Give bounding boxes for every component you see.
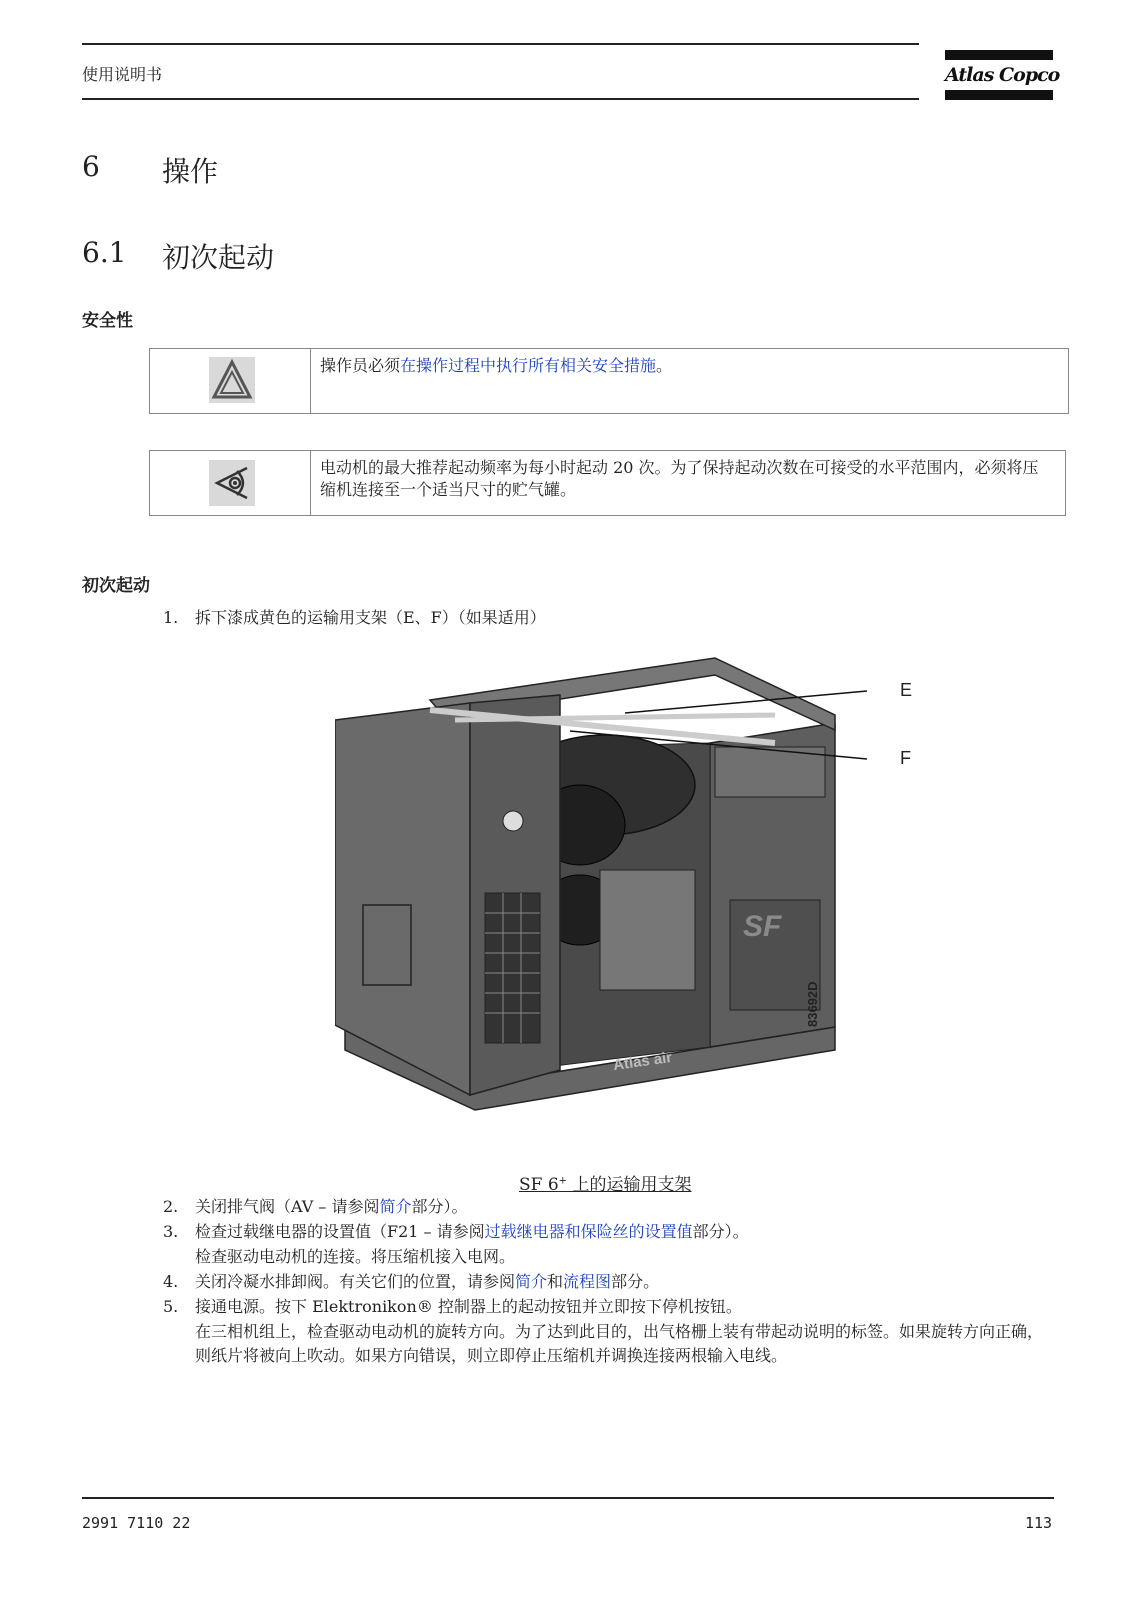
- section-number: 6.1: [82, 236, 127, 269]
- step-text-part: 关闭排气阀（AV – 请参阅: [195, 1197, 380, 1216]
- step-text-part: 接通电源。按下 Elektronikon® 控制器上的起动按钮并立即按下停机按钮。: [195, 1297, 742, 1316]
- step-number: 5.: [163, 1297, 179, 1316]
- cross-reference-link[interactable]: 过载继电器和保险丝的设置值: [484, 1222, 693, 1241]
- note-notice-box: [149, 450, 1066, 516]
- step-number: 2.: [163, 1197, 179, 1216]
- warning-triangle-icon: [209, 357, 255, 403]
- step-text-part: 部分。: [611, 1272, 660, 1291]
- figure-caption: SF 6+ 上的运输用支架: [519, 1175, 692, 1195]
- cross-reference-link[interactable]: 简介: [379, 1197, 412, 1216]
- step-text: [195, 1295, 1045, 1319]
- document-type-label: 使用说明书: [82, 65, 163, 84]
- step-text: [195, 1220, 1045, 1244]
- page-number: 113: [1025, 1514, 1053, 1532]
- step-text: [195, 1320, 1045, 1368]
- safety-notice-box: [149, 348, 1069, 414]
- figure-label-e: E: [900, 680, 913, 700]
- eye-note-icon: [209, 460, 255, 506]
- header-top-rule: [82, 43, 919, 45]
- header-bottom-rule: [82, 98, 919, 100]
- step-text: [195, 1195, 1045, 1219]
- first-start-heading: 初次起动: [82, 576, 150, 596]
- safety-notice-text: 操作员必须在操作过程中执行所有相关安全措施。: [320, 356, 673, 375]
- safety-measures-link[interactable]: 在操作过程中执行所有相关安全措施: [400, 356, 657, 375]
- figure-code: 83692D: [805, 981, 820, 1027]
- step-text-part: 和: [547, 1272, 564, 1291]
- note-notice-text: 电动机的最大推荐起动频率为每小时起动 20 次。为了保持起动次数在可接受的水平范围内，必须将压缩机连接至一个适当尺寸的贮气罐。: [320, 458, 1039, 499]
- step-text-part: 关闭冷凝水排卸阀。有关它们的位置，请参阅: [195, 1272, 516, 1291]
- chapter-number: 6: [82, 150, 100, 183]
- cross-reference-link[interactable]: 流程图: [563, 1272, 612, 1291]
- step-text: [195, 1270, 1045, 1294]
- atlas-copco-logo: Atlas Copco: [945, 50, 1053, 102]
- safety-heading: 安全性: [82, 311, 133, 331]
- chapter-title: 操作: [162, 155, 219, 188]
- section-title: 初次起动: [162, 241, 275, 274]
- step-text-part: 在三相机组上，检查驱动电动机的旋转方向。为了达到此目的，出气格栅上装有带起动说明的标签。如果旋转方向正确，则纸片将被向上吹动。如果方向错误，则立即停止压缩机并调换连接两根输入电线。: [195, 1322, 1044, 1365]
- document-number: 2991 7110 22: [82, 1514, 191, 1532]
- step-text-part: 检查过载继电器的设置值（F21 – 请参阅: [195, 1222, 485, 1241]
- compressor-figure: [335, 655, 915, 1145]
- cross-reference-link[interactable]: 简介: [515, 1272, 548, 1291]
- step-text: [195, 1245, 1045, 1269]
- figure-panel-text: SF: [743, 910, 782, 943]
- step-text-part: 检查驱动电动机的连接。将压缩机接入电网。: [195, 1247, 516, 1266]
- step-text-part: 部分）。: [411, 1197, 468, 1216]
- step-number: 4.: [163, 1272, 179, 1291]
- step-number: 3.: [163, 1222, 179, 1241]
- step-text-part: 部分）。: [692, 1222, 749, 1241]
- footer-rule: [82, 1497, 1054, 1499]
- figure-brand-text: Atlas air: [612, 1048, 674, 1075]
- figure-label-f: F: [900, 748, 911, 768]
